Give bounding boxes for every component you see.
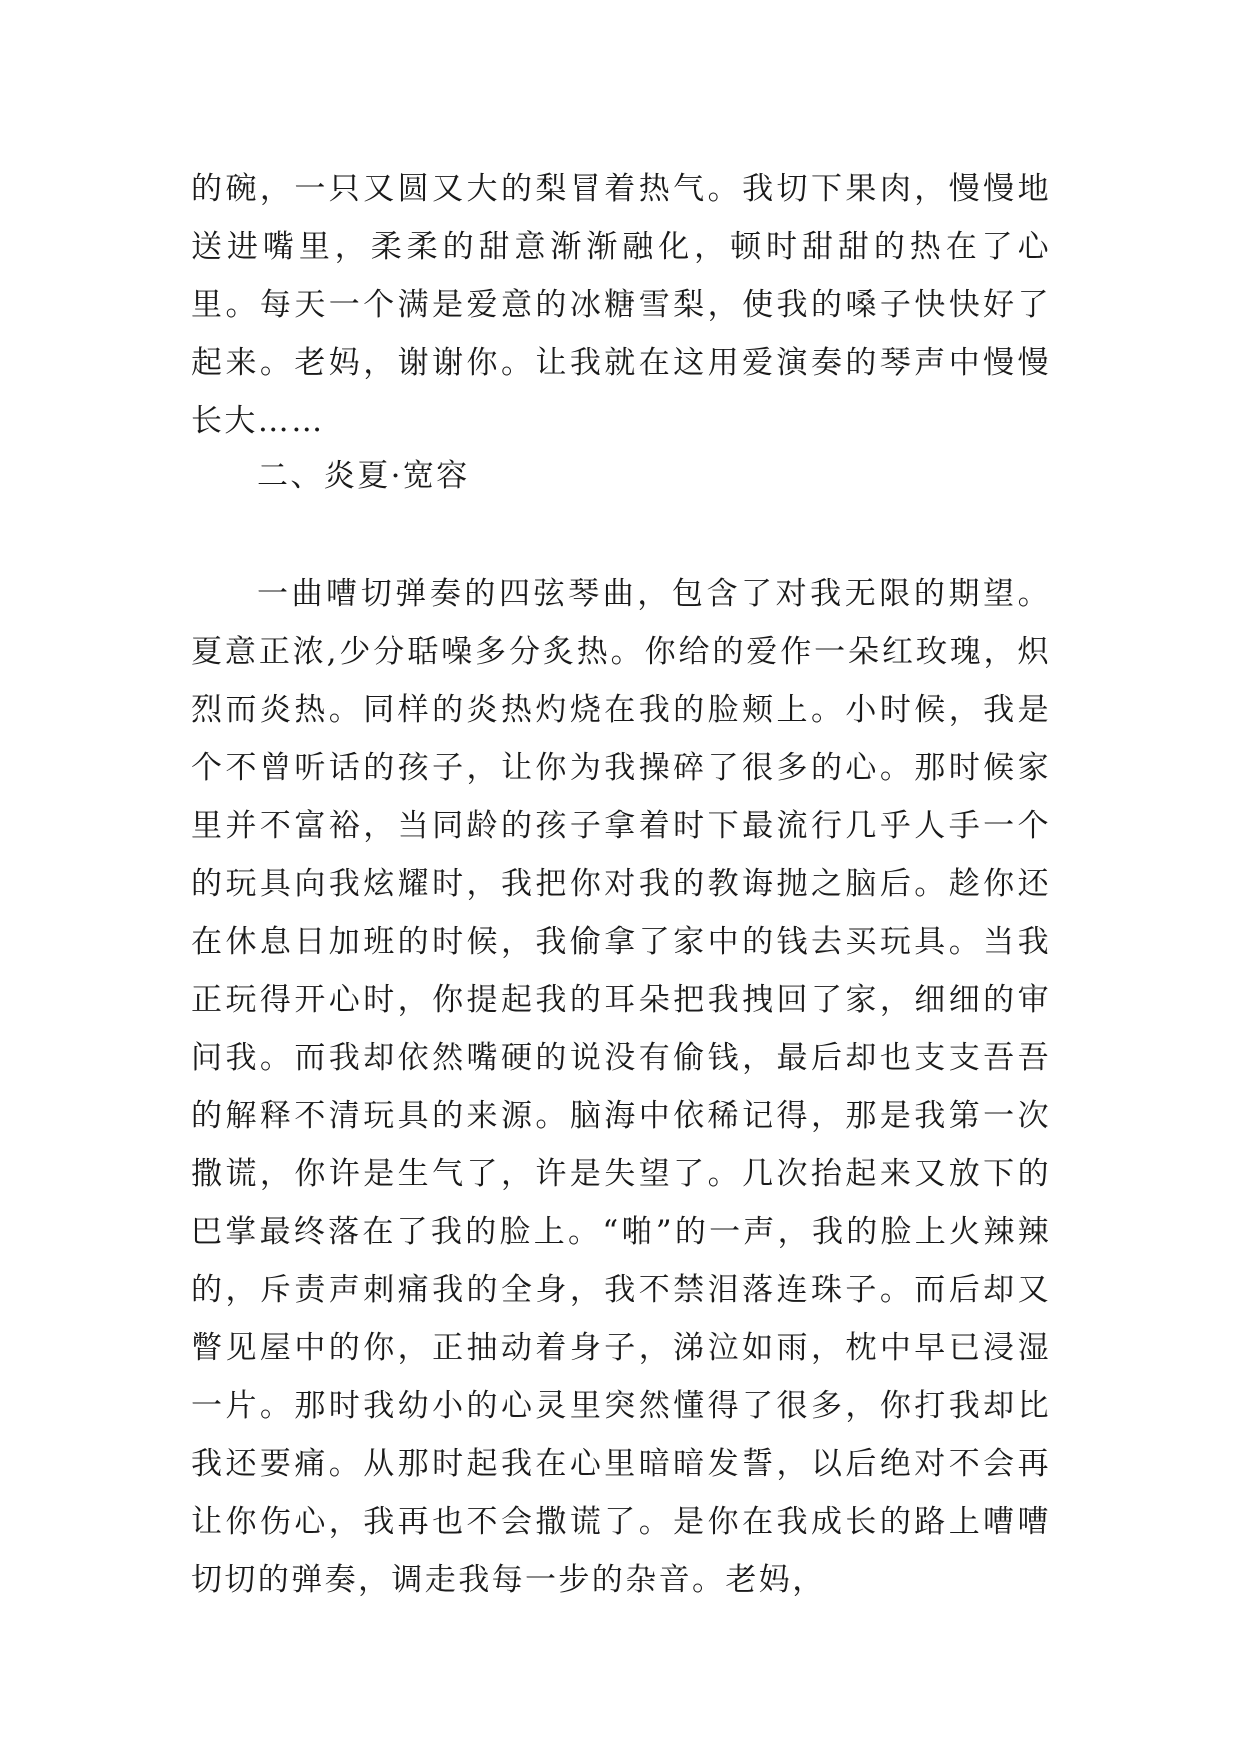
paragraph-continued: 的碗，一只又圆又大的梨冒着热气。我切下果肉，慢慢地送进嘴里，柔柔的甜意渐渐融化，顿时甜甜的热在了心里。每天一个满是爱意的冰糖雪梨，使我的嗓子快快好了起来。老妈，谢谢你。让我就在这用爱演奏的琴声中慢慢长大…… bbox=[191, 171, 1051, 439]
paragraph-body: 一曲嘈切弹奏的四弦琴曲，包含了对我无限的期望。夏意正浓,少分聒噪多分炙热。你给的爱作一朵红玫瑰，炽烈而炎热。同样的炎热灼烧在我的脸颊上。小时候，我是个不曾听话的孩子，让你为我操碎了很多的心。那时候家里并不富裕，当同龄的孩子拿着时下最流行几乎人手一个的玩具向我炫耀时，我把你对我的教诲抛之脑后。趁你还在休息日加班的时候，我偷拿了家中的钱去买玩具。当我正玩得开心时，你提起我的耳朵把我拽回了家，细细的审问我。而我却依然嘴硬的说没有偷钱，最后却也支支吾吾的解释不清玩具的来源。脑海中依稀记得，那是我第一次撒谎，你许是生气了，许是失望了。几次抬起来又放下的巴掌最终落在了我的脸上。“啪”的一声，我的脸上火辣辣的，斥责声刺痛我的全身，我不禁泪落连珠子。而后却又瞥见屋中的你，正抽动着身子，涕泣如雨，枕中早已浸湿一片。那时我幼小的心灵里突然懂得了很多，你打我却比我还要痛。从那时起我在心里暗暗发誓，以后绝对不会再让你伤心，我再也不会撒谎了。是你在我成长的路上嘈嘈切切的弹奏，调走我每一步的杂音。老妈， bbox=[191, 576, 1051, 1598]
section-heading: 二、炎夏·宽容 bbox=[257, 458, 470, 494]
